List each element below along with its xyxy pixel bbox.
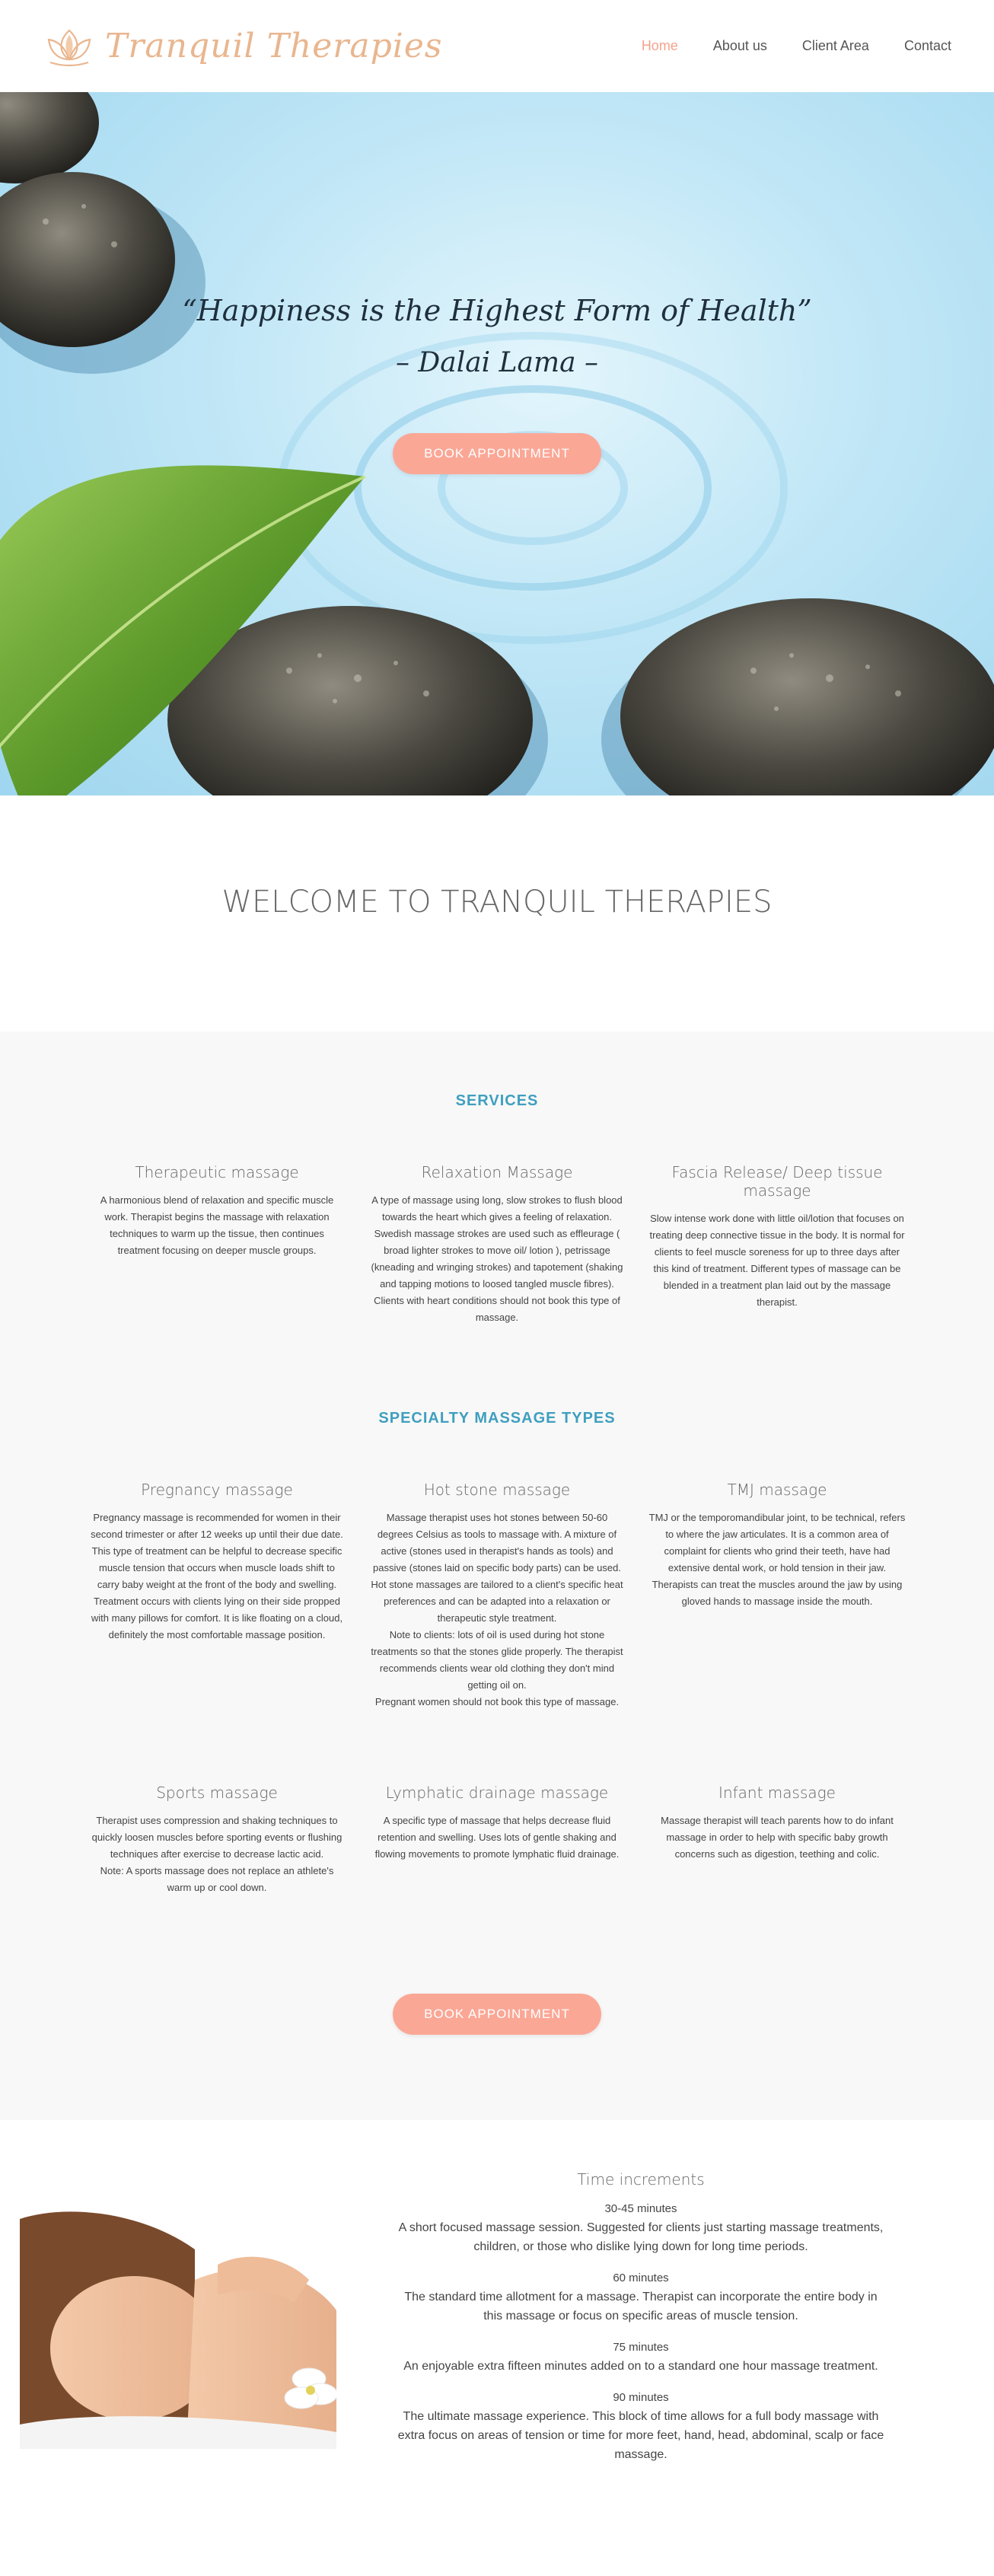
- hero-quote-author: – Dalai Lama –: [395, 347, 599, 378]
- services-title: SERVICES: [455, 1092, 539, 1109]
- time-increment-item: [397, 2391, 884, 2464]
- lotus-icon: [43, 20, 96, 73]
- service-description: A type of massage using long, slow strokes to flush blood towards the heart which gives a feeling of relaxation. Swedish massage strokes are used such as effleurage ( broad lighter strokes to move oil/ lotion ), petrissage (kneading and wringing strokes) and tapotement (shaking and tapping motions to loosed tangled muscle fibres). Clients with heart conditions should not book this type of massage.: [371, 1194, 623, 1323]
- nav-client-area[interactable]: Client Area: [801, 38, 869, 53]
- time-increment-duration: 60 minutes: [613, 2272, 669, 2284]
- welcome-section: [0, 795, 994, 1031]
- services-grid: [0, 1163, 994, 1326]
- specialty-card-description: Therapist uses compression and shaking techniques to quickly loosen muscles before sporting events or flushing techniques after exercise to decrease lactic acid. Note: A sports massage does not replace an athlete's warm up or cool down.: [91, 1815, 342, 1893]
- hero-quote: “Happiness is the Highest Form of Health”: [182, 294, 812, 327]
- specialty-card-description: TMJ or the temporomandibular joint, to be technical, refers to where the jaw articulates. It is a common area of complaint for clients who grind their teeth, have had extensive dental work, or hold tension in their jaw. Therapists can treat the muscles around the jaw by using gloved hands to massage inside the mouth.: [648, 1512, 906, 1607]
- hero-banner: [0, 92, 994, 795]
- main-nav: [642, 38, 951, 54]
- specialty-card-pregnancy: [88, 1481, 346, 1710]
- specialty-card-title: Pregnancy massage: [141, 1481, 293, 1499]
- time-increments-content: [397, 2170, 884, 2479]
- specialty-card-description: Massage therapist uses hot stones between 50-60 degrees Celsius as tools to massage with. A mixture of active (stones used in therapist's hands as tools) and passive (stones laid on specific body parts) can be used. Hot stone massages are tailored to a client's specific heat preferences and can be adapted into a relaxation or therapeutic style treatment. Note to clients: lots of oil is used during hot stone treatments so that the stones glide properly. The therapist recommends clients wear old clothing they don't mind getting oil on. Pregnant women should not book this type of massage.: [371, 1512, 623, 1707]
- specialty-card-title: Sports massage: [156, 1784, 278, 1802]
- nav-home[interactable]: Home: [641, 38, 678, 53]
- logo-text: Tranquil Therapies: [105, 27, 443, 65]
- time-increment-duration: 30-45 minutes: [604, 2202, 677, 2215]
- specialty-card-description: Pregnancy massage is recommended for women in their second trimester or after 12 weeks up until their due date. This type of treatment can be helpful to decrease specific muscle tension that occurs when muscle loads shift to carry baby weight at the front of the body and swelling. Treatment occurs with clients lying on their side propped with many pillows for comfort. It is like floating on a cloud, definitely the most comfortable massage position.: [91, 1512, 343, 1640]
- nav-about-us[interactable]: About us: [712, 38, 767, 53]
- specialty-card-title: Hot stone massage: [423, 1481, 571, 1499]
- specialty-card-title: TMJ massage: [727, 1481, 827, 1499]
- service-description: Slow intense work done with little oil/lotion that focuses on treating deep connective tissue in the body. It is normal for clients to feel muscle soreness for up to three days after this kind of treatment. Different types of massage can be blended in a treatment plan laid out by the massage therapist.: [649, 1213, 905, 1308]
- specialty-card-sports: [88, 1784, 346, 1896]
- specialty-card-lymphatic: [368, 1784, 626, 1896]
- specialty-card-tmj: [648, 1481, 906, 1710]
- time-increment-duration: 90 minutes: [613, 2391, 669, 2404]
- specialty-card-hot-stone: [368, 1481, 626, 1710]
- service-card-therapeutic: [88, 1163, 346, 1326]
- time-increment-description: The ultimate massage experience. This block of time allows for a full body massage with extra focus on areas of tension or time for more feet, hand, head, abdominal, scalp or face massage.: [397, 2410, 884, 2461]
- logo[interactable]: [43, 20, 442, 73]
- site-header: [0, 0, 994, 92]
- time-increment-description: An enjoyable extra fifteen minutes added on to a standard one hour massage treatment.: [403, 2360, 878, 2373]
- welcome-title: WELCOME TO TRANQUIL THERAPIES: [221, 885, 773, 920]
- time-increment-description: The standard time allotment for a massage. Therapist can incorporate the entire body in this massage or focus on specific areas of muscle tension.: [404, 2291, 878, 2323]
- specialty-card-infant: [648, 1784, 906, 1896]
- specialty-card-title: Lymphatic drainage massage: [385, 1784, 609, 1802]
- service-title: Relaxation Massage: [421, 1163, 573, 1181]
- hero-book-appointment-button[interactable]: BOOK APPOINTMENT: [393, 433, 601, 474]
- service-card-fascia-release: [648, 1163, 906, 1326]
- specialty-title: SPECIALTY MASSAGE TYPES: [378, 1410, 616, 1427]
- book-appointment-button[interactable]: BOOK APPOINTMENT: [393, 1994, 601, 2035]
- specialty-grid-row2: [0, 1784, 994, 1896]
- time-increments-section: [0, 2120, 994, 2576]
- time-increment-description: A short focused massage session. Suggested for clients just starting massage treatments, children, or those who dislike lying down for long time periods.: [398, 2221, 884, 2253]
- specialty-grid-row1: [0, 1481, 994, 1710]
- services-section: [0, 1031, 994, 2120]
- time-increment-item: [397, 2272, 884, 2326]
- service-card-relaxation: [368, 1163, 626, 1326]
- book-button-wrap: [0, 1994, 994, 2035]
- service-title: Fascia Release/ Deep tissue massage: [671, 1163, 883, 1200]
- specialty-card-title: Infant massage: [718, 1784, 836, 1802]
- time-increment-item: [397, 2202, 884, 2256]
- massage-photo: [20, 2204, 336, 2449]
- time-increment-item: [397, 2341, 884, 2376]
- specialty-card-description: A specific type of massage that helps decrease fluid retention and swelling. Uses lots of gentle shaking and flowing movements to promote lymphatic fluid drainage.: [374, 1815, 620, 1860]
- time-increments-title: Time increments: [577, 2170, 705, 2189]
- time-increment-duration: 75 minutes: [613, 2341, 669, 2354]
- service-title: Therapeutic massage: [135, 1163, 299, 1181]
- specialty-card-description: Massage therapist will teach parents how to do infant massage in order to help with specific baby growth concerns such as digestion, teething and colic.: [661, 1815, 894, 1860]
- service-description: A harmonious blend of relaxation and specific muscle work. Therapist begins the massage with relaxation techniques to warm up the tissue, then continues treatment focusing on deeper muscle groups.: [100, 1194, 334, 1256]
- nav-contact[interactable]: Contact: [903, 38, 951, 53]
